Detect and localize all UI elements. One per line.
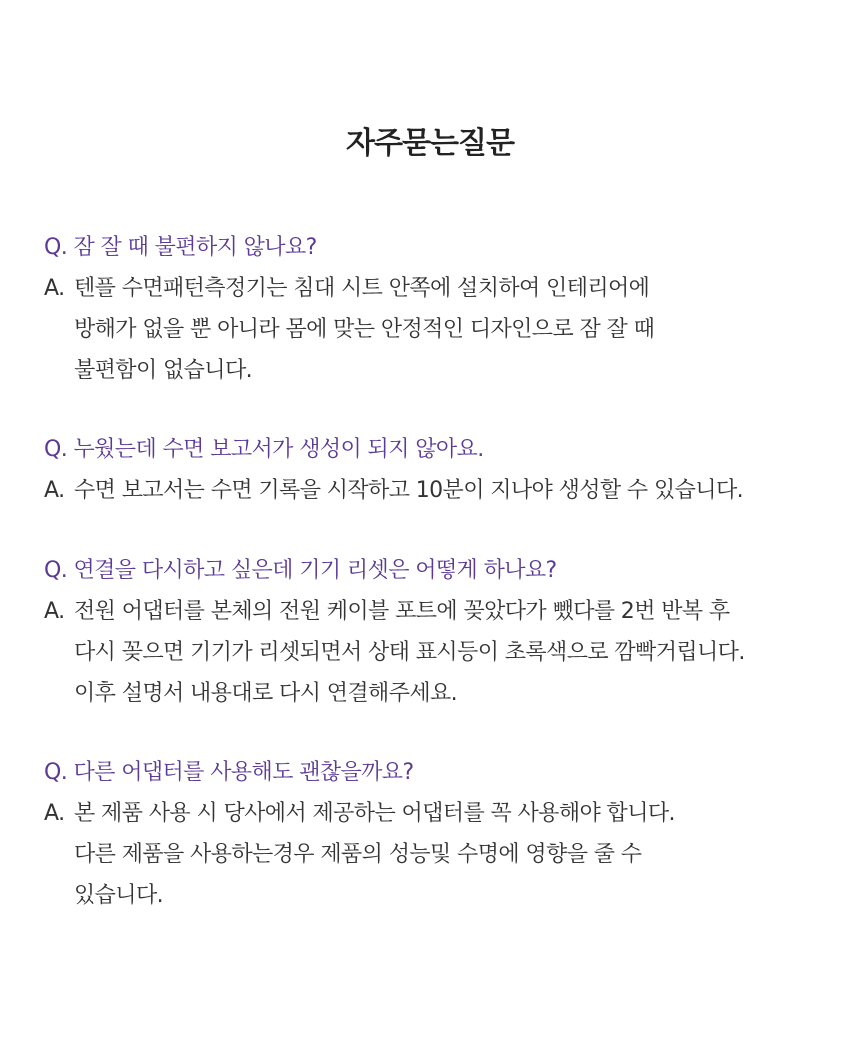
faq-question: Q. 잠 잘 때 불편하지 않나요?	[44, 235, 317, 260]
answer-line: 방해가 없을 뿐 아니라 몸에 맞는 안정적인 디자인으로 잠 잘 때	[74, 317, 655, 342]
faq-item-other-adapter	[44, 753, 834, 916]
answer-prefix: A.	[44, 276, 65, 301]
answer-line: 다른 제품을 사용하는경우 제품의 성능및 수명에 영향을 줄 수	[74, 842, 642, 867]
faq-question: Q. 다른 어댑터를 사용해도 괜찮을까요?	[44, 760, 414, 785]
faq-item-report-not-generated	[44, 430, 834, 511]
answer-line: 불편함이 없습니다.	[74, 358, 253, 383]
faq-answer	[44, 470, 834, 511]
answer-line: 본 제품 사용 시 당사에서 제공하는 어댑터를 꼭 사용해야 합니다.	[74, 801, 675, 826]
faq-question: Q. 누웠는데 수면 보고서가 생성이 되지 않아요.	[44, 437, 484, 462]
answer-line: 전원 어댑터를 본체의 전원 케이블 포트에 꽂았다가 뺐다를 2번 반복 후	[74, 599, 730, 624]
answer-prefix: A.	[44, 801, 65, 826]
answer-line: 이후 설명서 내용대로 다시 연결해주세요.	[74, 681, 458, 706]
faq-item-sleep-comfort	[44, 228, 834, 391]
faq-answer	[44, 591, 834, 714]
answer-prefix: A.	[44, 599, 65, 624]
answer-prefix: A.	[44, 478, 65, 503]
faq-question: Q. 연결을 다시하고 싶은데 기기 리셋은 어떻게 하나요?	[44, 558, 557, 583]
page-title: 자주묻는질문	[346, 126, 514, 161]
answer-line: 수면 보고서는 수면 기록을 시작하고 10분이 지나야 생성할 수 있습니다.	[74, 478, 743, 503]
answer-line: 다시 꽂으면 기기가 리셋되면서 상태 표시등이 초록색으로 깜빡거립니다.	[74, 640, 745, 665]
faq-answer	[44, 793, 834, 916]
answer-line: 있습니다.	[74, 883, 164, 908]
faq-answer	[44, 268, 834, 391]
answer-line: 텐플 수면패턴측정기는 침대 시트 안쪽에 설치하여 인테리어에	[74, 276, 650, 301]
faq-item-device-reset	[44, 551, 834, 714]
